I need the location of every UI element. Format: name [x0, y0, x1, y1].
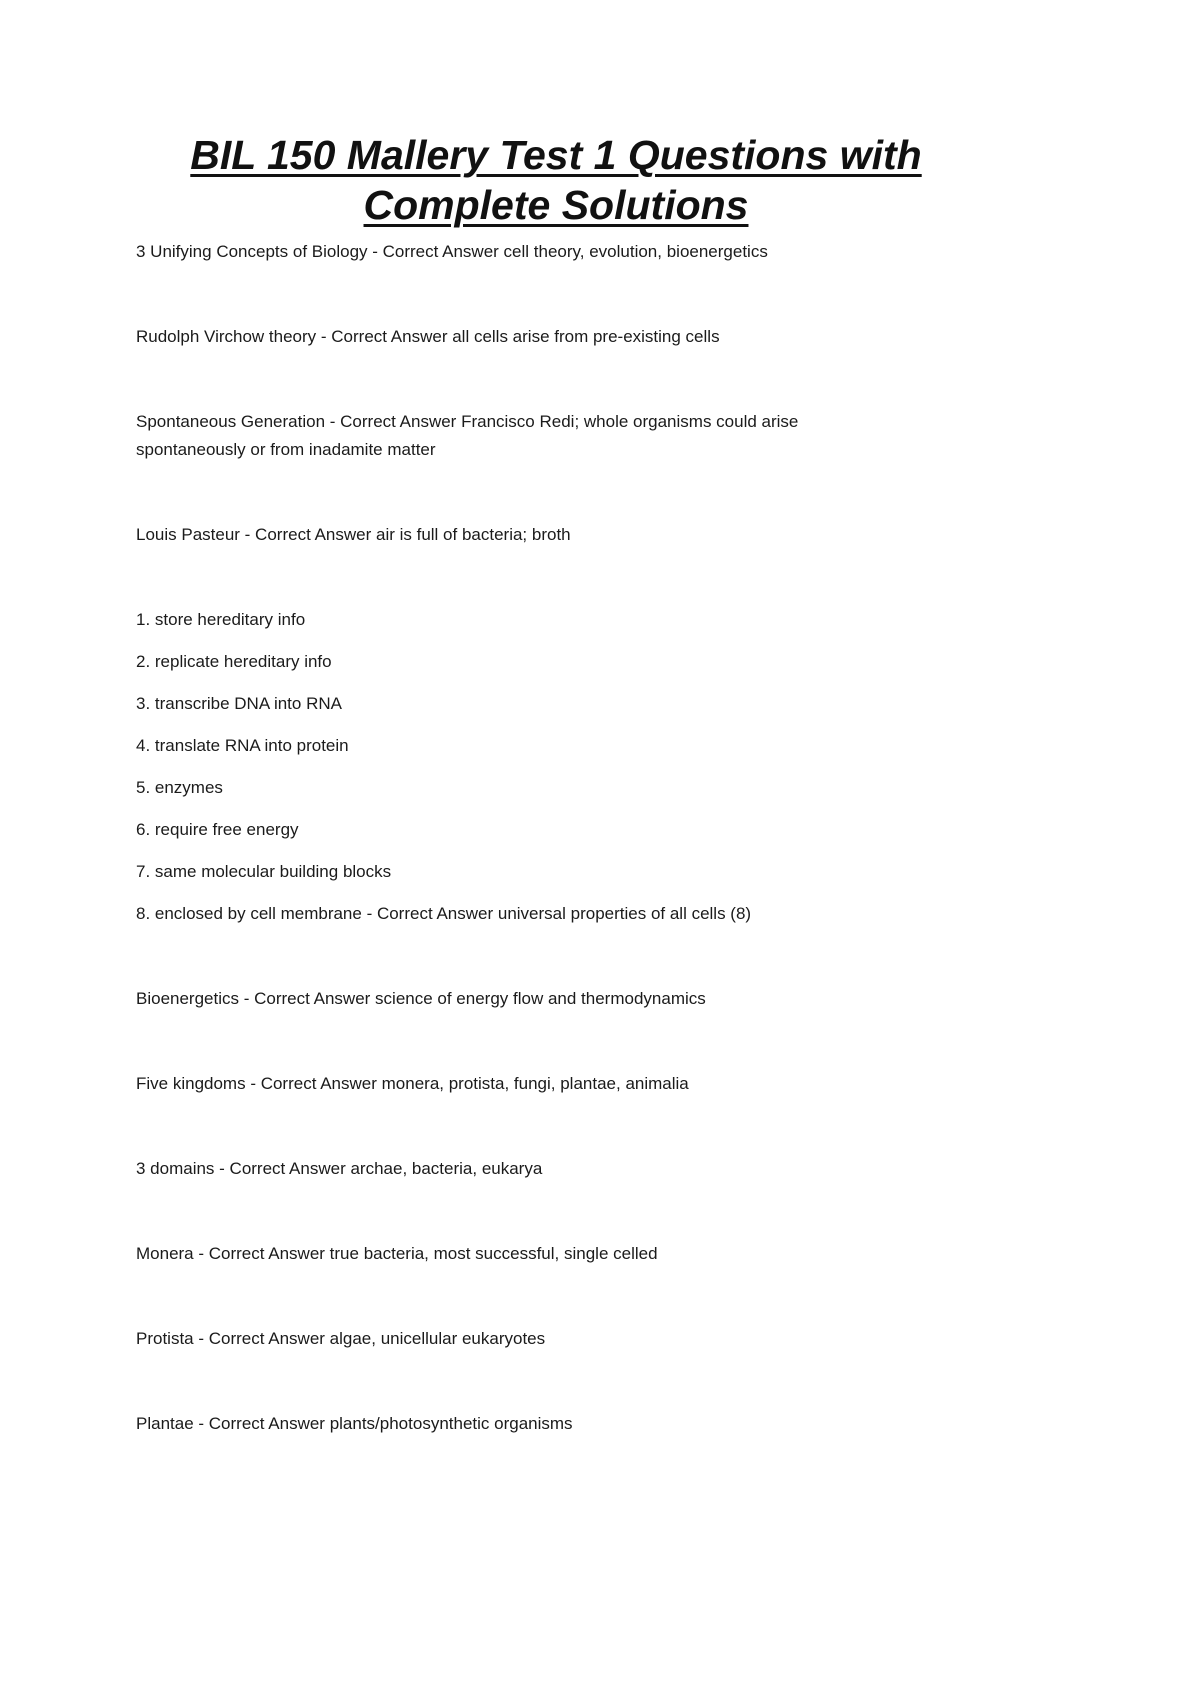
list-item: 3. transcribe DNA into RNA: [136, 694, 342, 713]
list-item: 7. same molecular building blocks: [136, 862, 392, 881]
qa-paragraph: 3 Unifying Concepts of Biology - Correct Answer cell theory, evolution, bioenergetics: [136, 242, 768, 261]
qa-paragraph: Protista - Correct Answer algae, unicellular eukaryotes: [136, 1329, 546, 1348]
title-line-1: BIL 150 Mallery Test 1 Questions with: [190, 132, 922, 178]
qa-paragraph: Bioenergetics - Correct Answer science of energy flow and thermodynamics: [136, 989, 706, 1008]
qa-paragraph: Plantae - Correct Answer plants/photosynthetic organisms: [136, 1414, 573, 1433]
list-item: 1. store hereditary info: [136, 610, 306, 629]
qa-paragraph: 8. enclosed by cell membrane - Correct Answer universal properties of all cells (8): [136, 904, 752, 923]
list-item: 2. replicate hereditary info: [136, 652, 332, 671]
qa-paragraph: Five kingdoms - Correct Answer monera, protista, fungi, plantae, animalia: [136, 1074, 689, 1093]
qa-paragraph: Spontaneous Generation - Correct Answer Francisco Redi; whole organisms could arise spontaneously or from inadamite matter: [136, 412, 799, 459]
list-item: 6. require free energy: [136, 820, 299, 839]
qa-paragraph: Louis Pasteur - Correct Answer air is full of bacteria; broth: [136, 525, 571, 544]
list-item: 5. enzymes: [136, 778, 223, 797]
title-line-2: Complete Solutions: [363, 182, 749, 228]
list-item: 4. translate RNA into protein: [136, 736, 349, 755]
document-body: [136, 238, 896, 1438]
qa-paragraph: 3 domains - Correct Answer archae, bacteria, eukarya: [136, 1159, 543, 1178]
qa-paragraph: Rudolph Virchow theory - Correct Answer all cells arise from pre-existing cells: [136, 327, 720, 346]
qa-paragraph: Monera - Correct Answer true bacteria, most successful, single celled: [136, 1244, 658, 1263]
document-title: [136, 130, 976, 230]
